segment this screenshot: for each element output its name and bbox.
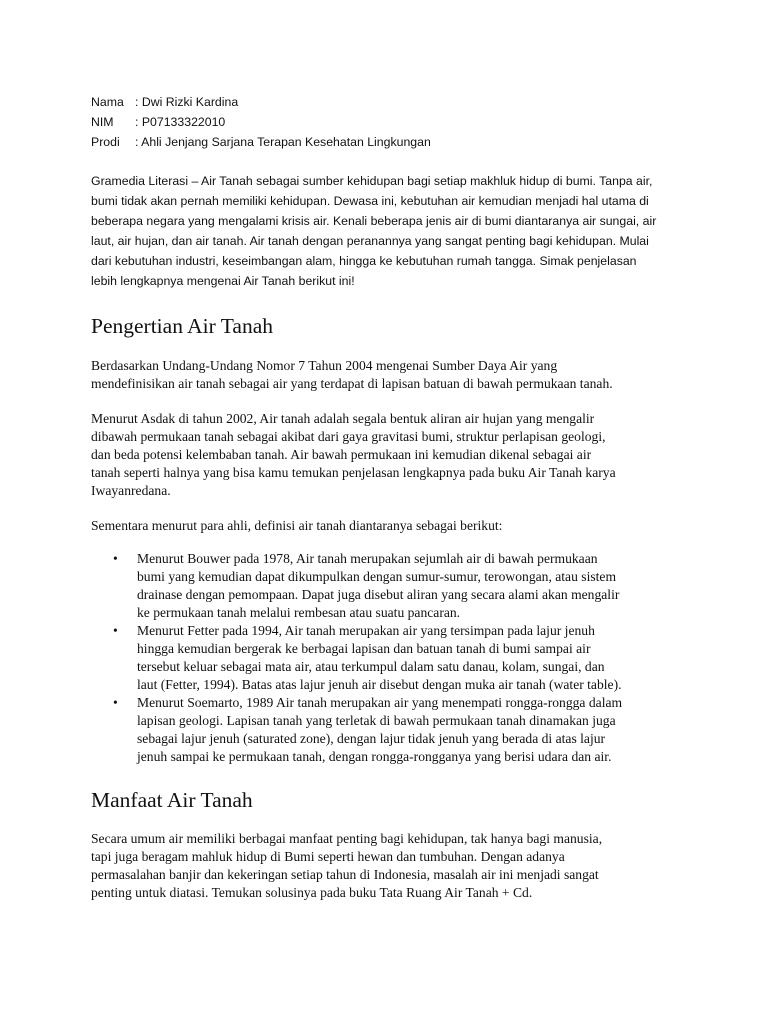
identity-value: : P07133322010 [135, 115, 226, 129]
text-line: Menurut Bouwer pada 1978, Air tanah merupakan sejumlah air di bawah permukaan [137, 551, 598, 566]
identity-row-prodi [91, 132, 431, 152]
text-line: Iwayanredana. [91, 483, 171, 498]
text-line: dari kebutuhan industri, keseimbangan alam, hingga ke kebutuhan rumah tangga. Simak penjelasan [91, 254, 637, 268]
definition-bullet-list [91, 550, 691, 766]
identity-label: Prodi [91, 135, 120, 149]
text-line: tapi juga beragam mahluk hidup di Bumi seperti hewan dan tumbuhan. Dengan adanya [91, 849, 565, 864]
text-line: drainase dengan pemompaan. Dapat juga disebut aliran yang secara alami akan mengalir [137, 587, 620, 602]
text-line: permasalahan banjir dan kekeringan setiap tahun di Indonesia, masalah air ini menjadi sangat [91, 867, 599, 882]
bullet-icon: • [113, 623, 118, 638]
student-identity-block [91, 92, 431, 152]
text-line: Menurut Fetter pada 1994, Air tanah merupakan air yang tersimpan pada lajur jenuh [137, 623, 595, 638]
paragraph-manfaat [91, 830, 691, 902]
identity-label: Nama [91, 95, 124, 109]
paragraph-para-ahli [91, 517, 691, 535]
list-item-soemarto [91, 694, 691, 766]
text-line: bumi tidak akan pernah memiliki kehidupan. Dewasa ini, kebutuhan air kemudian menjadi hal utama di [91, 194, 649, 208]
text-line: jenuh sampai ke permukaan tanah, dengan rongga-rongganya yang berisi udara dan air. [137, 749, 612, 764]
bullet-icon: • [113, 695, 118, 710]
text-line: lapisan geologi. Lapisan tanah yang terletak di bawah permukaan tanah dinamakan juga [137, 713, 616, 728]
text-line: Berdasarkan Undang-Undang Nomor 7 Tahun 2004 mengenai Sumber Daya Air yang [91, 358, 558, 373]
text-line: mendefinisikan air tanah sebagai air yang terdapat di lapisan batuan di bawah permukaan tanah. [91, 376, 613, 391]
text-line: beberapa negara yang mengalami krisis air. Kenali beberapa jenis air di bumi diantaranya air sungai, air [91, 214, 657, 228]
list-item-fetter [91, 622, 691, 694]
identity-value: : Dwi Rizki Kardina [135, 95, 239, 109]
text-line: dan beda potensi kelembaban tanah. Air bawah permukaan ini kemudian dikenal sebagai air [91, 447, 592, 462]
text-line: Sementara menurut para ahli, definisi air tanah diantaranya sebagai berikut: [91, 518, 503, 533]
section-heading-manfaat: Manfaat Air Tanah [91, 788, 253, 812]
text-line: hingga kemudian bergerak ke berbagai lapisan dan batuan tanah di bumi sampai air [137, 641, 591, 656]
identity-value: : Ahli Jenjang Sarjana Terapan Kesehatan Lingkungan [135, 135, 431, 149]
text-line: dibawah permukaan tanah sebagai akibat dari gaya gravitasi bumi, struktur perlapisan geologi, [91, 429, 606, 444]
text-line: lebih lengkapnya mengenai Air Tanah berikut ini! [91, 274, 355, 288]
text-line: sebagai lajur jenuh (saturated zone), dengan lajur tidak jenuh yang berada di atas lajur [137, 731, 606, 746]
text-line: penting untuk diatasi. Temukan solusinya pada buku Tata Ruang Air Tanah + Cd. [91, 885, 533, 900]
text-line: tanah seperti halnya yang bisa kamu temukan penjelasan lengkapnya pada buku Air Tanah karya [91, 465, 616, 480]
paragraph-undang-undang [91, 357, 691, 393]
text-line: laut (Fetter, 1994). Batas atas lajur jenuh air disebut dengan muka air tanah (water table). [137, 677, 622, 692]
text-line: ke permukaan tanah melalui rembesan atau suatu pancaran. [137, 605, 461, 620]
bullet-icon: • [113, 551, 118, 566]
text-line: Menurut Soemarto, 1989 Air tanah merupakan air yang menempati rongga-rongga dalam [137, 695, 623, 710]
text-line: tersebut keluar sebagai mata air, atau terkumpul dalam satu danau, kolam, sungai, dan [137, 659, 605, 674]
section-heading-pengertian: Pengertian Air Tanah [91, 314, 273, 338]
text-line: Gramedia Literasi – Air Tanah sebagai sumber kehidupan bagi setiap makhluk hidup di bumi. Tanpa air, [91, 174, 653, 188]
paragraph-asdak [91, 410, 691, 500]
identity-row-nama [91, 92, 431, 112]
text-line: laut, air hujan, dan air tanah. Air tanah dengan peranannya yang sangat penting bagi kehidupan. Mulai [91, 234, 649, 248]
identity-row-nim [91, 112, 431, 132]
text-line: bumi yang kemudian dapat dikumpulkan dengan sumur-sumur, terowongan, atau sistem [137, 569, 617, 584]
text-line: Menurut Asdak di tahun 2002, Air tanah adalah segala bentuk aliran air hujan yang mengalir [91, 411, 595, 426]
list-item-bouwer [91, 550, 691, 622]
intro-paragraph [91, 171, 681, 291]
identity-label: NIM [91, 115, 114, 129]
text-line: Secara umum air memiliki berbagai manfaat penting bagi kehidupan, tak hanya bagi manusia, [91, 831, 603, 846]
